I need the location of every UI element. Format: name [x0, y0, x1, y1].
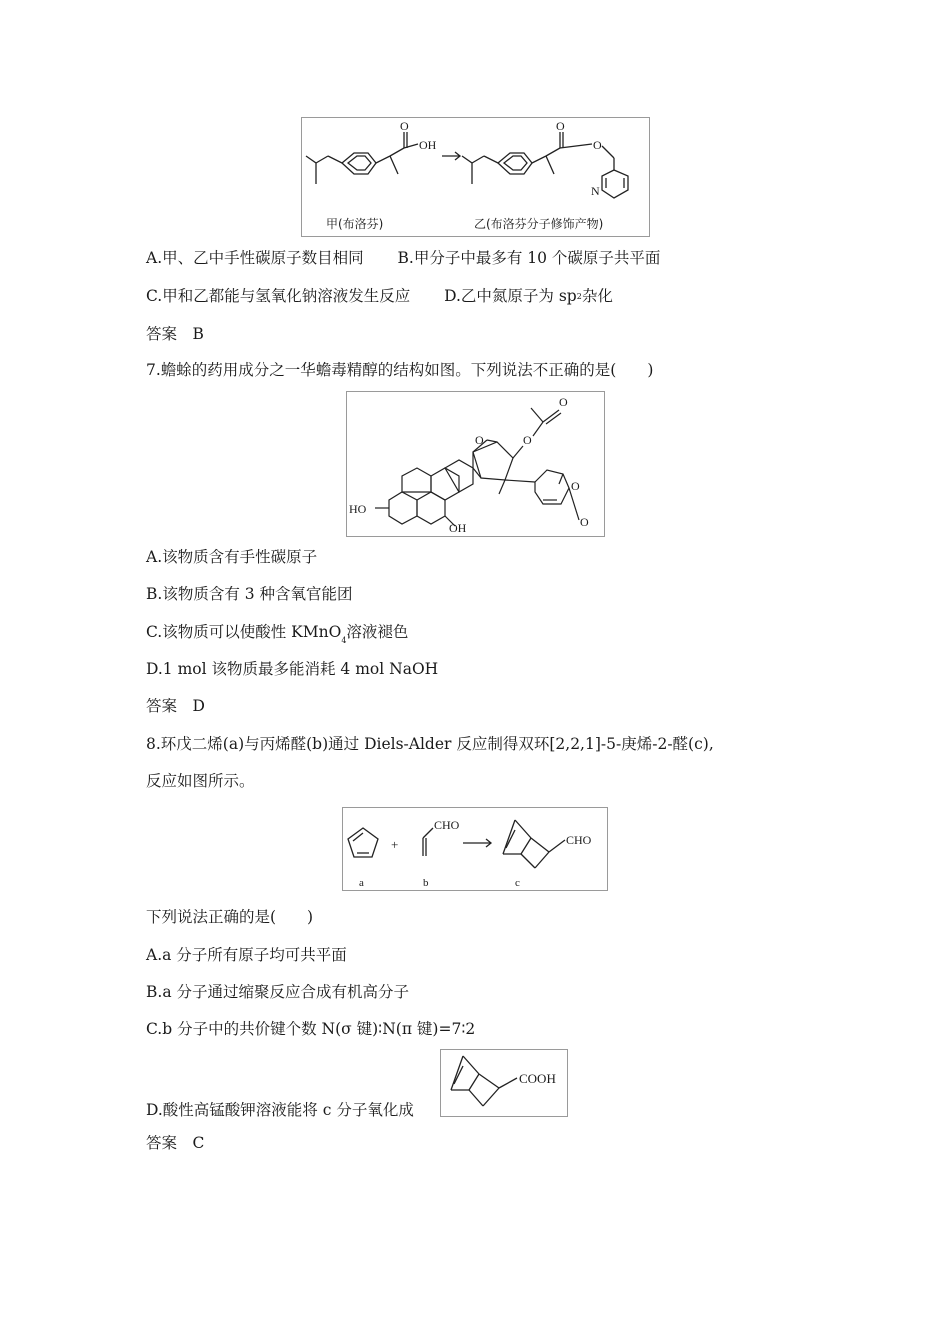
q6-answer: 答案 B	[146, 325, 204, 343]
q6-figure	[301, 117, 650, 237]
q6-option-b: B.甲分子中最多有 10 个碳原子共平面	[397, 249, 661, 267]
q8-plus: +	[391, 837, 399, 852]
q7-o-ester: O	[523, 433, 532, 447]
q6-option-d: D.乙中氮原子为 $sp^2$杂化	[444, 287, 613, 305]
q6-oh: OH	[419, 138, 437, 152]
q8-reaction-figure	[342, 807, 608, 891]
q8-answer: 答案 C	[146, 1134, 205, 1152]
q7-ho: HO	[349, 502, 367, 516]
norbornene-acid-structure	[441, 1050, 567, 1116]
q7-o-carbonyl: O	[559, 395, 568, 409]
q7-o-ring: O	[571, 479, 580, 493]
q7-o-lactone: O	[580, 515, 589, 529]
q6-options-row2	[146, 286, 613, 307]
q8-label-a: a	[359, 877, 364, 889]
q6-option-a: A.甲、乙中手性碳原子数目相同	[146, 249, 364, 267]
q6-n: N	[591, 184, 600, 198]
q7-option-b: B.该物质含有 3 种含氧官能团	[146, 585, 353, 603]
q6-o-link: O	[593, 138, 602, 152]
q7-oh: OH	[449, 521, 467, 535]
q8-cho-b: CHO	[434, 818, 460, 832]
q7-option-c: C.该物质可以使酸性 KMnO$_4$溶液褪色	[146, 623, 409, 645]
q8-option-c: C.b 分子中的共价键个数 N(σ 键)∶N(π 键)=7∶2	[146, 1020, 476, 1038]
q8-label-b: b	[423, 877, 429, 889]
q8-option-b: B.a 分子通过缩聚反应合成有机高分子	[146, 983, 409, 1001]
q8-cooh: COOH	[519, 1071, 556, 1086]
q7-stem: 7.蟾蜍的药用成分之一华蟾毒精醇的结构如图。下列说法不正确的是( )	[146, 361, 654, 379]
q6-label-a: 甲(布洛芬)	[326, 217, 384, 231]
q7-o-epoxide: O	[475, 433, 484, 447]
q7-option-a: A.该物质含有手性碳原子	[146, 548, 318, 566]
q7-figure	[346, 391, 605, 537]
bufogenin-structure	[347, 392, 604, 536]
q8-label-c: c	[515, 877, 520, 889]
q8-stem-line1: 8.环戊二烯(a)与丙烯醛(b)通过 Diels-Alder 反应制得双环[2,2,1]-5-庚烯-2-醛(c),	[146, 735, 714, 753]
q7-option-d: D.1 mol 该物质最多能消耗 4 mol NaOH	[146, 660, 439, 678]
q8-question: 下列说法正确的是( )	[146, 908, 314, 926]
q8-option-a: A.a 分子所有原子均可共平面	[146, 946, 347, 964]
ibuprofen-structure	[302, 118, 649, 236]
q8-cho-c: CHO	[566, 833, 592, 847]
q6-options-row1	[146, 248, 660, 268]
q6-label-b: 乙(布洛芬分子修饰产物)	[474, 217, 604, 231]
q7-answer: 答案 D	[146, 697, 205, 715]
q6-o-ester: O	[556, 119, 565, 133]
q8-option-d: D.酸性高锰酸钾溶液能将 c 分子氧化成	[146, 1101, 414, 1119]
q6-option-c: C.甲和乙都能与氢氧化钠溶液发生反应	[146, 287, 411, 305]
q8-stem-line2: 反应如图所示。	[146, 772, 255, 790]
q6-o-acid: O	[400, 119, 409, 133]
diels-alder-scheme	[343, 808, 607, 890]
q8-option-d-figure	[440, 1049, 568, 1117]
